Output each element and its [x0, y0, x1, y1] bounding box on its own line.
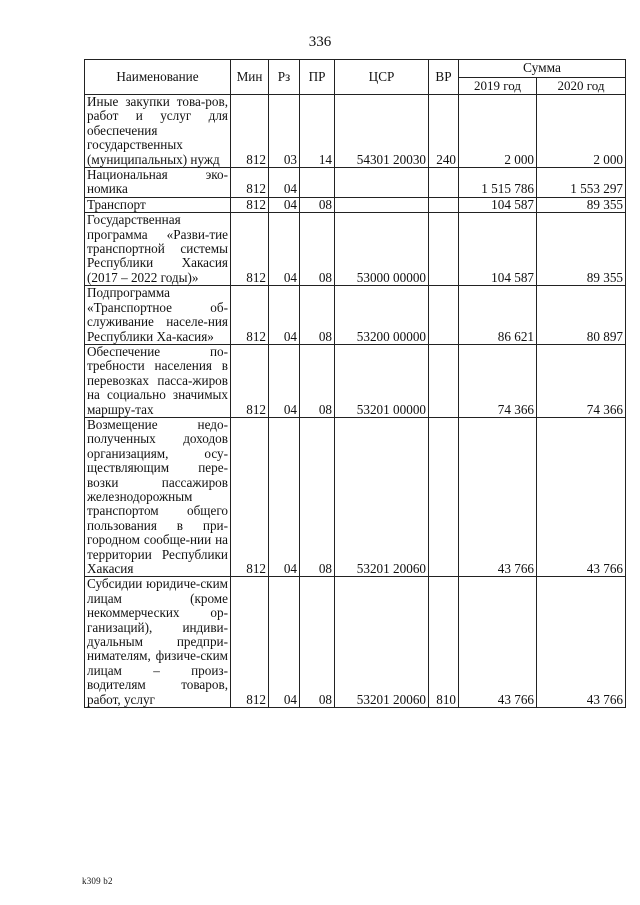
cell-rz: 04 [269, 417, 300, 576]
cell-rz: 04 [269, 344, 300, 417]
budget-table [84, 59, 626, 708]
header-row [85, 60, 626, 78]
cell-y2020: 74 366 [537, 344, 626, 417]
header-name: Наименование [85, 60, 231, 95]
cell-vr [429, 168, 459, 198]
cell-name: Обеспечение по-требности населения в перевозках пасса-жиров на социально значимых маршру-тах [85, 344, 231, 417]
cell-csr [335, 197, 429, 212]
cell-y2020: 2 000 [537, 95, 626, 168]
header-vr: ВР [429, 60, 459, 95]
footer-code: k309 b2 [82, 876, 113, 886]
cell-vr [429, 344, 459, 417]
cell-name: Возмещение недо-полученных доходов организациям, осу-ществляющим пере-возки пассажиров железнодорожным транспортом общего пользования в при-городном сообще-нии на территории Республики Хакасия [85, 417, 231, 576]
cell-name: Государственная программа «Разви-тие транспортной системы Республики Хакасия (2017 – 2022 годы)» [85, 213, 231, 286]
cell-name: Транспорт [85, 197, 231, 212]
cell-min: 812 [231, 577, 269, 708]
cell-vr [429, 286, 459, 345]
cell-min: 812 [231, 344, 269, 417]
cell-min: 812 [231, 417, 269, 576]
header-sum: Сумма [459, 60, 626, 78]
cell-pr: 08 [300, 286, 335, 345]
cell-min: 812 [231, 213, 269, 286]
cell-min: 812 [231, 197, 269, 212]
cell-name: Субсидии юридиче-ским лицам (кроме некоммерческих ор-ганизаций), индиви-дуальным предпри-нимателям, физиче-ским лицам – произ-водителям товаров, работ, услуг [85, 577, 231, 708]
header-2020: 2020 год [537, 78, 626, 95]
table-row [85, 417, 626, 576]
cell-min: 812 [231, 168, 269, 198]
cell-name: Иные закупки това-ров, работ и услуг для обеспечения государственных (муниципальных) нужд [85, 95, 231, 168]
cell-csr: 54301 20030 [335, 95, 429, 168]
table-row [85, 197, 626, 212]
header-csr: ЦСР [335, 60, 429, 95]
table-row [85, 95, 626, 168]
table-row [85, 286, 626, 345]
table-row [85, 213, 626, 286]
header-min: Мин [231, 60, 269, 95]
cell-vr [429, 197, 459, 212]
cell-y2019: 104 587 [459, 197, 537, 212]
page-number: 336 [308, 34, 332, 50]
cell-y2020: 43 766 [537, 577, 626, 708]
cell-y2019: 86 621 [459, 286, 537, 345]
cell-y2020: 43 766 [537, 417, 626, 576]
cell-csr: 53201 20060 [335, 577, 429, 708]
cell-pr: 14 [300, 95, 335, 168]
cell-vr: 810 [429, 577, 459, 708]
cell-y2020: 80 897 [537, 286, 626, 345]
header-pr: ПР [300, 60, 335, 95]
cell-y2019: 43 766 [459, 577, 537, 708]
cell-vr: 240 [429, 95, 459, 168]
cell-y2019: 43 766 [459, 417, 537, 576]
cell-rz: 04 [269, 197, 300, 212]
table-row [85, 344, 626, 417]
cell-vr [429, 417, 459, 576]
cell-csr: 53201 20060 [335, 417, 429, 576]
header-2019: 2019 год [459, 78, 537, 95]
cell-rz: 04 [269, 286, 300, 345]
cell-y2019: 74 366 [459, 344, 537, 417]
cell-y2019: 104 587 [459, 213, 537, 286]
cell-y2019: 2 000 [459, 95, 537, 168]
cell-csr: 53200 00000 [335, 286, 429, 345]
cell-rz: 04 [269, 577, 300, 708]
table-row [85, 577, 626, 708]
cell-pr: 08 [300, 417, 335, 576]
table-row [85, 168, 626, 198]
cell-min: 812 [231, 286, 269, 345]
header-rz: Рз [269, 60, 300, 95]
cell-y2020: 1 553 297 [537, 168, 626, 198]
cell-rz: 03 [269, 95, 300, 168]
cell-y2020: 89 355 [537, 213, 626, 286]
cell-pr: 08 [300, 213, 335, 286]
cell-pr [300, 168, 335, 198]
cell-vr [429, 213, 459, 286]
cell-csr: 53000 00000 [335, 213, 429, 286]
cell-pr: 08 [300, 197, 335, 212]
cell-pr: 08 [300, 344, 335, 417]
cell-pr: 08 [300, 577, 335, 708]
cell-name: Национальная эко-номика [85, 168, 231, 198]
cell-csr [335, 168, 429, 198]
cell-csr: 53201 00000 [335, 344, 429, 417]
cell-min: 812 [231, 95, 269, 168]
cell-rz: 04 [269, 168, 300, 198]
cell-y2020: 89 355 [537, 197, 626, 212]
cell-rz: 04 [269, 213, 300, 286]
cell-name: Подпрограмма «Транспортное об-служивание населе-ния Республики Ха-касия» [85, 286, 231, 345]
cell-y2019: 1 515 786 [459, 168, 537, 198]
